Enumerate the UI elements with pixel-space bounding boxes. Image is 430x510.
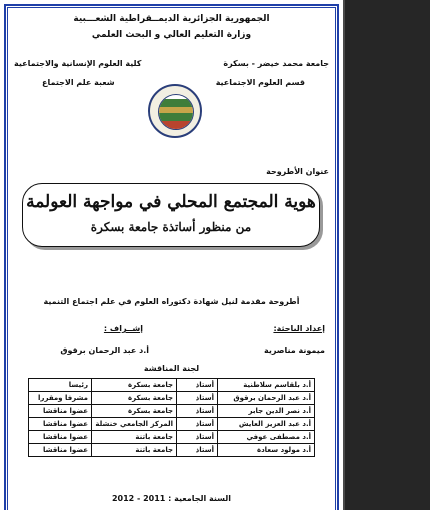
member-name: أ.د عبد العزيز العايش — [218, 418, 315, 431]
member-name: أ.د مصطفى عوفي — [218, 431, 315, 444]
table-row — [29, 418, 315, 431]
supervisor-name: أ.د عبد الرحمان برقوق — [60, 346, 149, 355]
member-rank: أستاذ — [177, 392, 218, 405]
committee-title: لجنة المناقشة — [143, 364, 200, 373]
member-institution: جامعة باتنة — [92, 431, 177, 444]
table-row — [29, 392, 315, 405]
viewer-divider — [343, 0, 345, 510]
member-name: أ.د عبد الرحمان برقوق — [218, 392, 315, 405]
table-row — [29, 379, 315, 392]
table-row — [29, 431, 315, 444]
member-rank: أستاذ — [177, 405, 218, 418]
member-institution: جامعة باتنة — [92, 444, 177, 457]
degree-statement: أطروحة مقدمة لنيل شهادة دكتوراه العلوم في علم اجتماع التنمية — [43, 297, 300, 306]
thesis-title: هوية المجتمع المحلي في مواجهة العولمة — [26, 192, 316, 212]
table-row — [29, 444, 315, 457]
member-role: عضوا مناقشا — [29, 444, 92, 457]
member-name: أ.د مولود سعادة — [218, 444, 315, 457]
member-rank: أستاذ — [177, 379, 218, 392]
member-role: عضوا مناقشا — [29, 418, 92, 431]
member-role: مشرفا ومقررا — [29, 392, 92, 405]
member-name: أ.د بلقاسم سلاطنية — [218, 379, 315, 392]
academic-year: السنة الجامعية : 2011 - 2012 — [111, 494, 232, 503]
thesis-label: عنوان الأطروحة — [266, 167, 329, 176]
department-name: قسم العلوم الاجتماعية — [215, 78, 305, 87]
university-name: جامعة محمد خيضر - بسكرة — [223, 59, 329, 68]
member-role: رئيسا — [29, 379, 92, 392]
member-institution: جامعة بسكرة — [92, 405, 177, 418]
university-emblem — [158, 94, 194, 130]
branch-name: شعبة علم الاجتماع — [42, 78, 115, 87]
member-institution: جامعة بسكرة — [92, 392, 177, 405]
member-role: عضوا مناقشا — [29, 405, 92, 418]
committee-table — [28, 378, 315, 457]
university-logo — [148, 84, 202, 138]
member-institution: المركز الجامعي خنشلة — [92, 418, 177, 431]
member-name: أ.د نصر الدين جابر — [218, 405, 315, 418]
student-label: إعداد الباحثة: — [273, 324, 325, 333]
table-row — [29, 405, 315, 418]
faculty-name: كلية العلوم الإنسانية والاجتماعية — [14, 59, 142, 68]
member-rank: أستاذ — [177, 418, 218, 431]
republic-header: الجمهورية الجزائرية الديمــقراطية الشعـــبية — [73, 14, 270, 24]
member-role: عضوا مناقشا — [29, 431, 92, 444]
ministry-header: وزارة التعليم العالي و البحث العلمي — [91, 30, 252, 40]
member-rank: أستاذ — [177, 444, 218, 457]
member-rank: أستاذ — [177, 431, 218, 444]
thesis-subtitle: من منظور أساتذة جامعة بسكرة — [90, 220, 252, 234]
member-institution: جامعة بسكرة — [92, 379, 177, 392]
supervisor-label: إشــراف : — [103, 324, 143, 333]
student-name: ميمونة مناصرية — [263, 346, 325, 355]
title-box — [22, 183, 320, 247]
